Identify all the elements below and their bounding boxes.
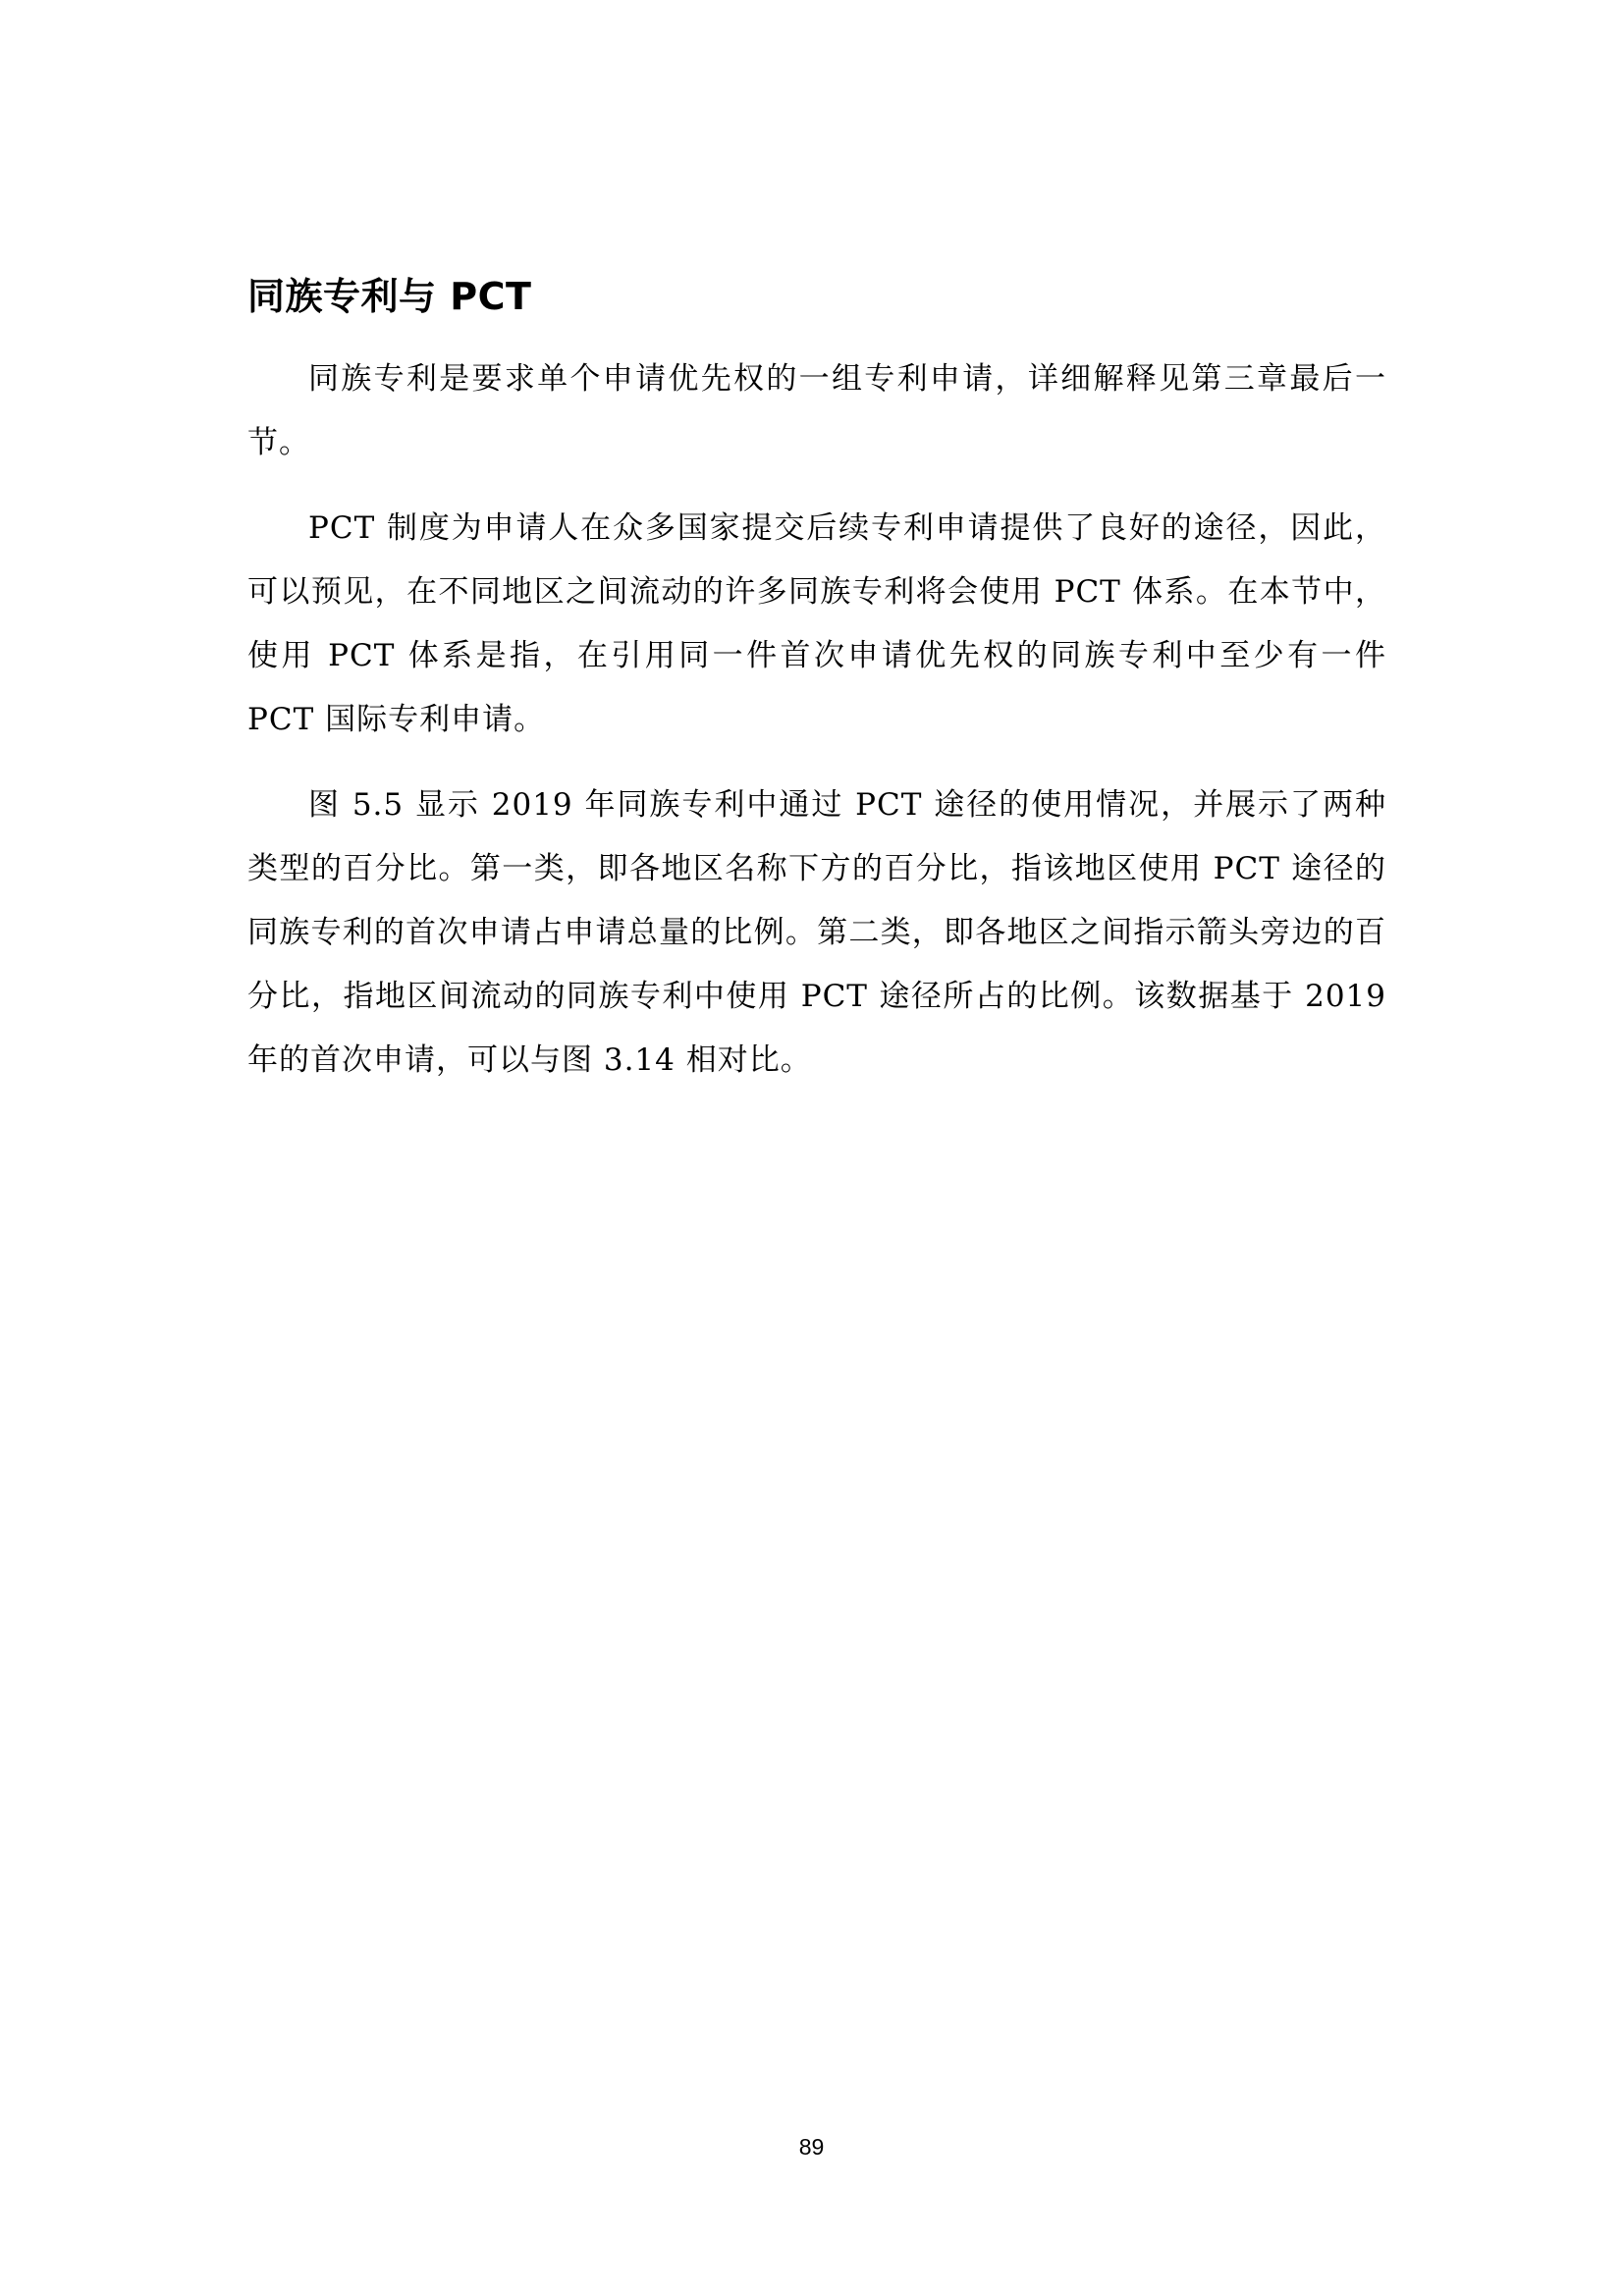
- paragraph-figure-description: 图 5.5 显示 2019 年同族专利中通过 PCT 途径的使用情况，并展示了两种类型的百分比。第一类，即各地区名称下方的百分比，指该地区使用 PCT 途径的同族专利的首次申请占申请总量的比例。第二类，即各地区之间指示箭头旁边的百分比，指地区间流动的同族专利中使用 PCT 途径所占的比例。该数据基于 2019 年的首次申请，可以与图 3.14 相对比。: [247, 787, 1386, 1078]
- section-title: 同族专利与 PCT: [247, 275, 532, 318]
- page-number: 89: [798, 2134, 825, 2160]
- paragraph-patent-family-definition: 同族专利是要求单个申请优先权的一组专利申请，详细解释见第三章最后一节。: [247, 361, 1386, 460]
- paragraph-pct-system: PCT 制度为申请人在众多国家提交后续专利申请提供了良好的途径，因此，可以预见，在不同地区之间流动的许多同族专利将会使用 PCT 体系。在本节中，使用 PCT 体系是指，在引用同一件首次申请优先权的同族专利中至少有一件 PCT 国际专利申请。: [247, 510, 1386, 737]
- page-content: [247, 267, 1386, 1114]
